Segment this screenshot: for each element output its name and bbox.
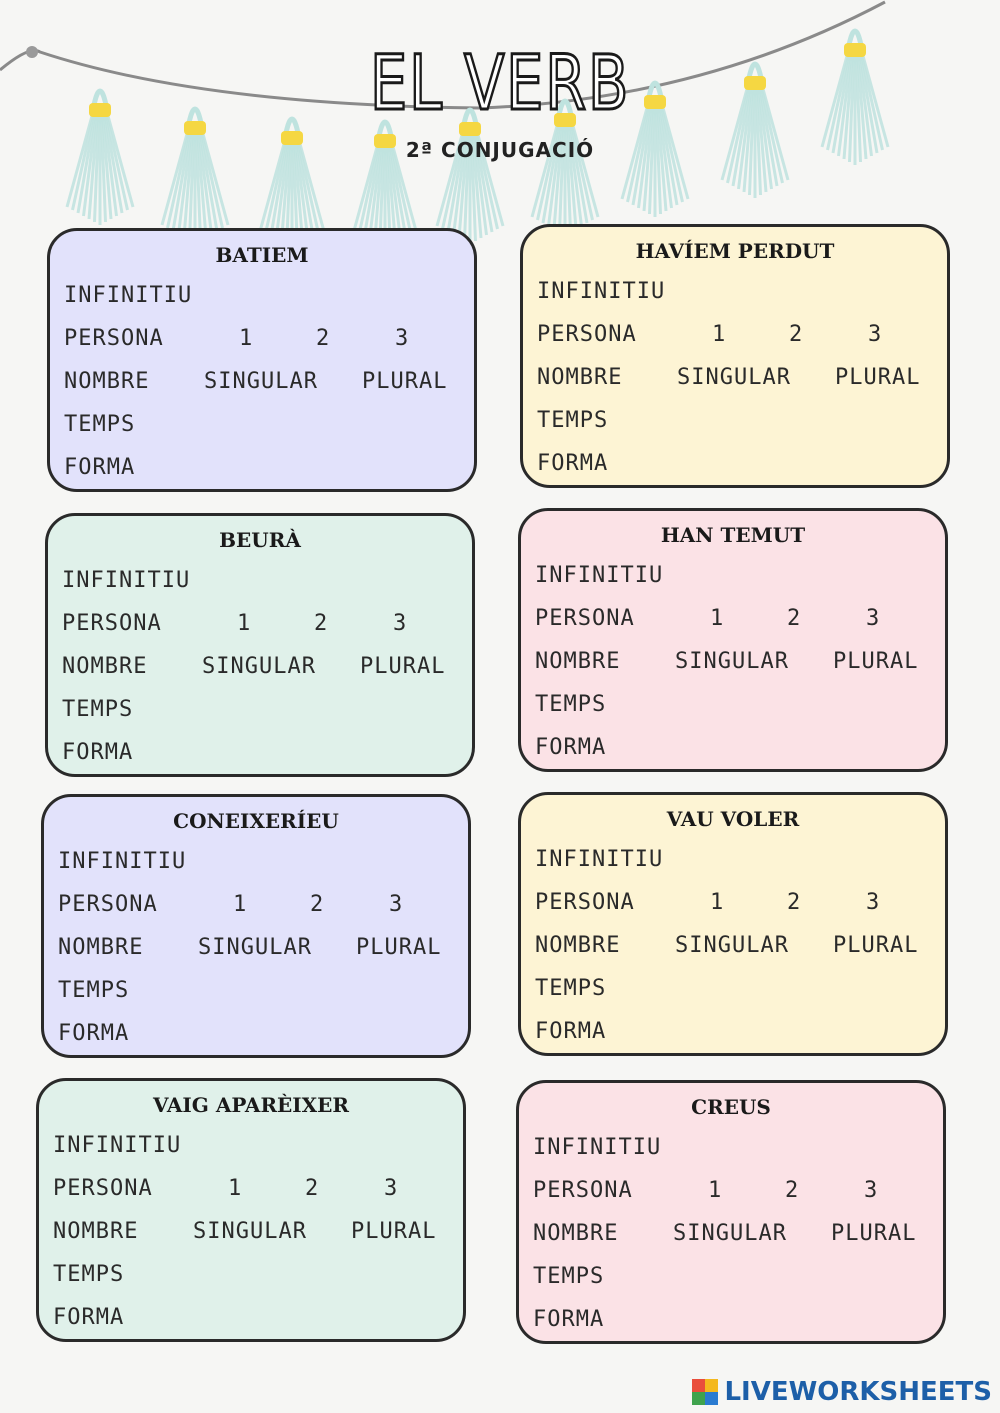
liveworksheets-footer[interactable] (692, 1377, 992, 1407)
forma-label: FORMA (537, 451, 609, 476)
persona-option-3[interactable]: 3 (389, 892, 404, 917)
persona-option-2[interactable]: 2 (787, 890, 802, 915)
temps-label: TEMPS (53, 1262, 125, 1287)
nombre-label: NOMBRE (53, 1219, 139, 1244)
forma-label: FORMA (535, 1019, 607, 1044)
forma-label: FORMA (533, 1307, 605, 1332)
forma-row (535, 735, 935, 765)
verb-card-haviem-perdut (520, 224, 950, 488)
temps-row (58, 978, 458, 1008)
verb-title: HAVÍEM PERDUT (635, 239, 835, 263)
temps-label: TEMPS (58, 978, 130, 1003)
verb-title: VAIG APARÈIXER (152, 1093, 350, 1117)
persona-option-1[interactable]: 1 (712, 322, 727, 347)
verb-title: CONEIXERÍEU (173, 809, 339, 833)
page-subtitle: 2ª CONJUGACIÓ (405, 138, 595, 162)
nombre-label: NOMBRE (533, 1221, 619, 1246)
persona-row (535, 606, 935, 636)
plural-option[interactable]: PLURAL (351, 1219, 437, 1244)
singular-option[interactable]: SINGULAR (198, 935, 312, 960)
persona-label: PERSONA (64, 326, 164, 351)
infinitiu-row (53, 1133, 453, 1163)
persona-label: PERSONA (537, 322, 637, 347)
infinitiu-label: INFINITIU (537, 279, 666, 304)
nombre-row (58, 935, 458, 965)
persona-option-2[interactable]: 2 (787, 606, 802, 631)
liveworksheets-brand: LIVEWORKSHEETS (724, 1377, 992, 1407)
infinitiu-row (58, 849, 458, 879)
temps-row (53, 1262, 453, 1292)
persona-option-3[interactable]: 3 (864, 1178, 879, 1203)
temps-label: TEMPS (62, 697, 134, 722)
plural-option[interactable]: PLURAL (833, 933, 919, 958)
verb-card-beura (45, 513, 475, 777)
persona-option-1[interactable]: 1 (233, 892, 248, 917)
forma-label: FORMA (53, 1305, 125, 1330)
verb-title: HAN TEMUT (660, 523, 806, 547)
infinitiu-row (64, 283, 464, 313)
persona-option-1[interactable]: 1 (710, 890, 725, 915)
temps-label: TEMPS (64, 412, 136, 437)
plural-option[interactable]: PLURAL (362, 369, 448, 394)
verb-card-batiem (47, 228, 477, 492)
persona-option-3[interactable]: 3 (868, 322, 883, 347)
persona-option-1[interactable]: 1 (237, 611, 252, 636)
singular-option[interactable]: SINGULAR (193, 1219, 307, 1244)
tassel-5 (437, 110, 503, 244)
temps-label: TEMPS (535, 692, 607, 717)
plural-option[interactable]: PLURAL (831, 1221, 917, 1246)
plural-option[interactable]: PLURAL (356, 935, 442, 960)
persona-option-3[interactable]: 3 (395, 326, 410, 351)
infinitiu-label: INFINITIU (64, 283, 193, 308)
infinitiu-row (537, 279, 937, 309)
nombre-label: NOMBRE (535, 649, 621, 674)
persona-option-3[interactable]: 3 (866, 606, 881, 631)
persona-option-1[interactable]: 1 (239, 326, 254, 351)
persona-option-3[interactable]: 3 (384, 1176, 399, 1201)
forma-label: FORMA (64, 455, 136, 480)
verb-title: CREUS (691, 1095, 771, 1119)
persona-row (535, 890, 935, 920)
singular-option[interactable]: SINGULAR (673, 1221, 787, 1246)
forma-row (64, 455, 464, 485)
infinitiu-label: INFINITIU (58, 849, 187, 874)
singular-option[interactable]: SINGULAR (675, 933, 789, 958)
persona-option-2[interactable]: 2 (305, 1176, 320, 1201)
plural-option[interactable]: PLURAL (835, 365, 921, 390)
forma-label: FORMA (62, 740, 134, 765)
infinitiu-label: INFINITIU (62, 568, 191, 593)
forma-row (62, 740, 462, 770)
persona-option-2[interactable]: 2 (316, 326, 331, 351)
persona-row (64, 326, 464, 356)
temps-row (62, 697, 462, 727)
temps-row (535, 976, 935, 1006)
persona-row (58, 892, 458, 922)
infinitiu-label: INFINITIU (53, 1133, 182, 1158)
singular-option[interactable]: SINGULAR (202, 654, 316, 679)
verb-card-vau-voler (518, 792, 948, 1056)
verb-card-coneixerieu (41, 794, 471, 1058)
temps-row (537, 408, 937, 438)
forma-row (535, 1019, 935, 1049)
nombre-row (62, 654, 462, 684)
temps-label: TEMPS (537, 408, 609, 433)
verb-title: VAU VOLER (666, 807, 800, 831)
nombre-row (537, 365, 937, 395)
persona-label: PERSONA (535, 890, 635, 915)
infinitiu-row (533, 1135, 933, 1165)
singular-option[interactable]: SINGULAR (204, 369, 318, 394)
forma-label: FORMA (535, 735, 607, 760)
plural-option[interactable]: PLURAL (833, 649, 919, 674)
infinitiu-label: INFINITIU (535, 563, 664, 588)
singular-option[interactable]: SINGULAR (675, 649, 789, 674)
persona-row (533, 1178, 933, 1208)
persona-label: PERSONA (535, 606, 635, 631)
tassel-2 (162, 109, 228, 243)
persona-option-2[interactable]: 2 (314, 611, 329, 636)
temps-label: TEMPS (533, 1264, 605, 1289)
liveworksheets-logo-icon (692, 1379, 718, 1405)
temps-row (535, 692, 935, 722)
persona-label: PERSONA (58, 892, 158, 917)
nombre-row (535, 933, 935, 963)
persona-option-2[interactable]: 2 (785, 1178, 800, 1203)
persona-option-3[interactable]: 3 (393, 611, 408, 636)
persona-option-3[interactable]: 3 (866, 890, 881, 915)
persona-row (537, 322, 937, 352)
temps-row (533, 1264, 933, 1294)
page-title: EL VERB (369, 38, 631, 127)
verb-title: BEURÀ (219, 528, 301, 552)
verb-card-han-temut (518, 508, 948, 772)
forma-row (533, 1307, 933, 1337)
verb-card-creus (516, 1080, 946, 1344)
forma-row (53, 1305, 453, 1335)
infinitiu-row (62, 568, 462, 598)
persona-row (53, 1176, 453, 1206)
infinitiu-label: INFINITIU (533, 1135, 662, 1160)
persona-option-2[interactable]: 2 (310, 892, 325, 917)
persona-row (62, 611, 462, 641)
nombre-label: NOMBRE (537, 365, 623, 390)
persona-label: PERSONA (533, 1178, 633, 1203)
nombre-row (533, 1221, 933, 1251)
nombre-row (535, 649, 935, 679)
infinitiu-row (535, 847, 935, 877)
forma-label: FORMA (58, 1021, 130, 1046)
infinitiu-row (535, 563, 935, 593)
persona-option-2[interactable]: 2 (789, 322, 804, 347)
persona-option-1[interactable]: 1 (710, 606, 725, 631)
nombre-row (53, 1219, 453, 1249)
forma-row (58, 1021, 458, 1051)
persona-option-1[interactable]: 1 (708, 1178, 723, 1203)
verb-title: BATIEM (215, 243, 309, 267)
singular-option[interactable]: SINGULAR (677, 365, 791, 390)
temps-label: TEMPS (535, 976, 607, 1001)
verb-card-vaig-apareixer (36, 1078, 466, 1342)
persona-label: PERSONA (62, 611, 162, 636)
infinitiu-label: INFINITIU (535, 847, 664, 872)
nombre-label: NOMBRE (64, 369, 150, 394)
persona-option-1[interactable]: 1 (228, 1176, 243, 1201)
nombre-row (64, 369, 464, 399)
persona-label: PERSONA (53, 1176, 153, 1201)
nombre-label: NOMBRE (535, 933, 621, 958)
forma-row (537, 451, 937, 481)
nombre-label: NOMBRE (62, 654, 148, 679)
temps-row (64, 412, 464, 442)
plural-option[interactable]: PLURAL (360, 654, 446, 679)
nombre-label: NOMBRE (58, 935, 144, 960)
